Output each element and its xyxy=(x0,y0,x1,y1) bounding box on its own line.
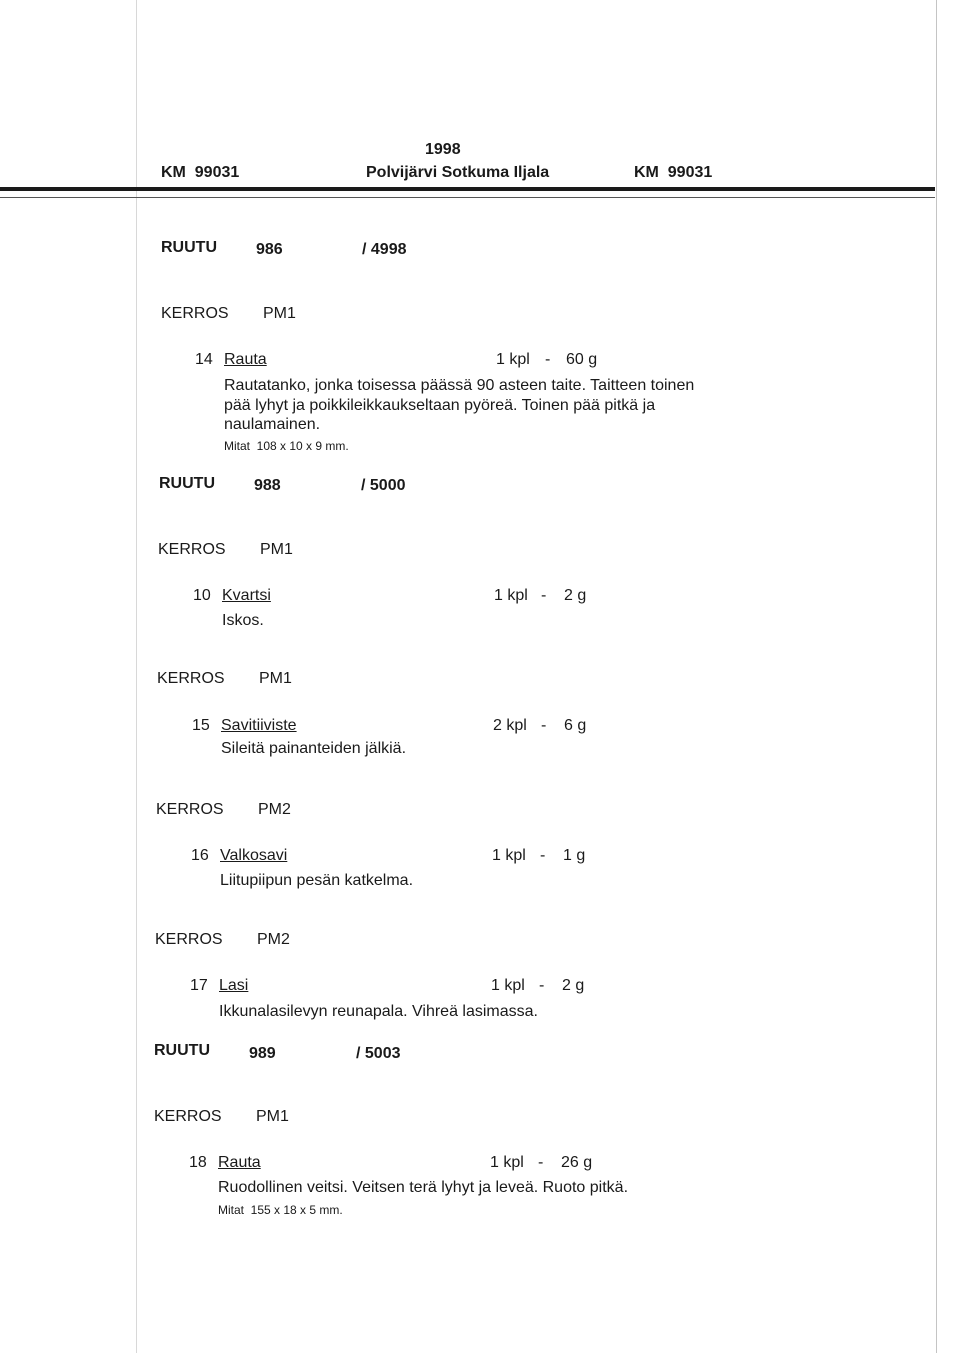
kerros-label: KERROS xyxy=(155,931,223,948)
header-km-left: KM 99031 xyxy=(161,164,240,181)
item-count: 1 kpl xyxy=(491,977,525,994)
header-rule-thick xyxy=(0,187,935,191)
item-weight: 1 g xyxy=(563,847,586,864)
item-count: 1 kpl xyxy=(490,1154,524,1171)
item-weight: 26 g xyxy=(561,1154,593,1171)
header-site: Polvijärvi Sotkuma Iljala xyxy=(366,164,550,181)
ruutu-label: RUUTU xyxy=(154,1042,210,1059)
item-weight: 2 g xyxy=(562,977,585,994)
item-dimensions: Mitat 155 x 18 x 5 mm. xyxy=(218,1203,343,1217)
ruutu-reference: / 5000 xyxy=(361,477,406,494)
item-description: Rautatanko, jonka toisessa päässä 90 asteen taite. Taitteen toinen xyxy=(224,377,695,394)
ruutu-label: RUUTU xyxy=(159,475,215,492)
item-description: Iskos. xyxy=(222,612,264,629)
kerros-value: PM1 xyxy=(263,305,296,322)
ruutu-number: 989 xyxy=(249,1045,276,1062)
item-dash: - xyxy=(545,351,551,368)
item-weight: 2 g xyxy=(564,587,587,604)
item-dash: - xyxy=(541,717,547,734)
item-dimensions: Mitat 108 x 10 x 9 mm. xyxy=(224,439,349,453)
kerros-value: PM1 xyxy=(259,670,292,687)
kerros-label: KERROS xyxy=(157,670,225,687)
item-number: 10 xyxy=(193,587,211,604)
item-number: 14 xyxy=(195,351,213,368)
item-dash: - xyxy=(540,847,546,864)
item-description: Ruodollinen veitsi. Veitsen terä lyhyt ja leveä. Ruoto pitkä. xyxy=(218,1179,629,1196)
kerros-label: KERROS xyxy=(154,1108,222,1125)
item-description: pää lyhyt ja poikkileikkaukseltaan pyöreä. Toinen pää pitkä ja xyxy=(224,397,656,414)
item-weight: 60 g xyxy=(566,351,598,368)
ruutu-label: RUUTU xyxy=(161,239,217,256)
item-count: 2 kpl xyxy=(493,717,527,734)
item-name: Kvartsi xyxy=(222,587,271,604)
item-name: Rauta xyxy=(224,351,267,368)
header-year: 1998 xyxy=(425,141,461,158)
item-description: Ikkunalasilevyn reunapala. Vihreä lasimassa. xyxy=(219,1003,538,1020)
item-description: Liitupiipun pesän katkelma. xyxy=(220,872,414,889)
kerros-label: KERROS xyxy=(158,541,226,558)
ruutu-reference: / 4998 xyxy=(362,241,407,258)
kerros-value: PM1 xyxy=(260,541,293,558)
item-count: 1 kpl xyxy=(494,587,528,604)
left-margin-line xyxy=(136,0,137,1353)
right-margin-line xyxy=(936,0,937,1353)
item-dash: - xyxy=(539,977,545,994)
item-name: Valkosavi xyxy=(220,847,288,864)
ruutu-number: 988 xyxy=(254,477,281,494)
kerros-value: PM2 xyxy=(258,801,291,818)
item-number: 17 xyxy=(190,977,208,994)
ruutu-reference: / 5003 xyxy=(356,1045,401,1062)
item-count: 1 kpl xyxy=(492,847,526,864)
item-name: Lasi xyxy=(219,977,249,994)
item-weight: 6 g xyxy=(564,717,587,734)
header-rule-thin xyxy=(0,197,935,198)
item-count: 1 kpl xyxy=(496,351,530,368)
ruutu-number: 986 xyxy=(256,241,283,258)
kerros-label: KERROS xyxy=(156,801,224,818)
item-number: 16 xyxy=(191,847,209,864)
kerros-value: PM2 xyxy=(257,931,290,948)
item-description: naulamainen. xyxy=(224,416,321,433)
kerros-value: PM1 xyxy=(256,1108,289,1125)
header-km-right: KM 99031 xyxy=(634,164,713,181)
kerros-label: KERROS xyxy=(161,305,229,322)
item-name: Savitiiviste xyxy=(221,717,297,734)
item-name: Rauta xyxy=(218,1154,261,1171)
item-dash: - xyxy=(538,1154,544,1171)
item-number: 18 xyxy=(189,1154,207,1171)
item-number: 15 xyxy=(192,717,210,734)
item-description: Sileitä painanteiden jälkiä. xyxy=(221,740,407,757)
item-dash: - xyxy=(541,587,547,604)
